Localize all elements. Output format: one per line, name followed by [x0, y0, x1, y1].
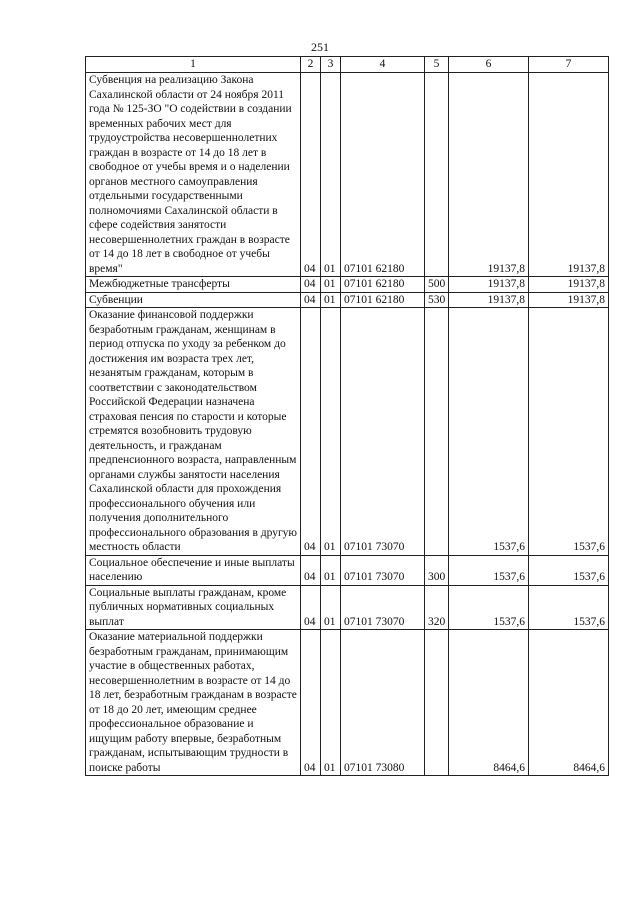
target-article-code: 07101 73070 — [341, 308, 425, 556]
header-col-1: 1 — [86, 57, 301, 73]
subsection-code: 01 — [321, 292, 341, 308]
table-row — [86, 277, 609, 293]
expense-type-code: 320 — [425, 585, 449, 630]
subsection-code: 01 — [321, 277, 341, 293]
expense-type-code — [425, 308, 449, 556]
expense-type-code: 300 — [425, 555, 449, 585]
amount-col-7: 19137,8 — [529, 277, 609, 293]
table-row — [86, 585, 609, 630]
row-name: Субвенции — [86, 292, 301, 308]
row-name: Социальные выплаты гражданам, кроме публичных нормативных социальных выплат — [86, 585, 301, 630]
target-article-code: 07101 73070 — [341, 555, 425, 585]
amount-col-6: 8464,6 — [449, 630, 529, 776]
amount-col-7: 1537,6 — [529, 308, 609, 556]
row-name: Субвенция на реализацию Закона Сахалинской области от 24 ноября 2011 года № 125-ЗО "О содействии в создании временных рабочих мест для трудоустройства несовершеннолетних граждан в возрасте от 14 до 18 лет в свободное от учебы время и о наделении органов местного самоуправления отдельными государственными полномочиями Сахалинской области в сфере содействия занятости несовершеннолетних граждан в возрасте от 14 до 18 лет в свободное от учебы время" — [86, 73, 301, 277]
page-number: 251 — [311, 40, 329, 54]
amount-col-6: 1537,6 — [449, 555, 529, 585]
header-col-3: 3 — [321, 57, 341, 73]
row-name: Оказание финансовой поддержки безработным гражданам, женщинам в период отпуска по уходу за ребенком до достижения им возраста трех лет, незанятым гражданам, которым в соответствии с законодательством Российской Федерации назначена страховая пенсия по старости и которые стремятся возобновить трудовую деятельность, и гражданам предпенсионного возраста, направленным органами службы занятости населения Сахалинской области для прохождения профессионального обучения или получения дополнительного профессионального образования в другую местность области — [86, 308, 301, 556]
table-row — [86, 292, 609, 308]
expense-type-code: 500 — [425, 277, 449, 293]
amount-col-6: 1537,6 — [449, 308, 529, 556]
expense-type-code: 530 — [425, 292, 449, 308]
table-row — [86, 308, 609, 556]
target-article-code: 07101 73070 — [341, 585, 425, 630]
subsection-code: 01 — [321, 73, 341, 277]
table-row — [86, 555, 609, 585]
header-col-7: 7 — [529, 57, 609, 73]
row-name: Оказание материальной поддержки безработным гражданам, принимающим участие в общественных работах, несовершеннолетним в возрасте от 14 до 18 лет, безработным гражданам в возрасте от 18 до 20 лет, имеющим среднее профессиональное образование и ищущим работу впервые, безработным гражданам, испытывающим трудности в поиске работы — [86, 630, 301, 776]
subsection-code: 01 — [321, 585, 341, 630]
amount-col-7: 19137,8 — [529, 292, 609, 308]
row-name: Межбюджетные трансферты — [86, 277, 301, 293]
header-col-4: 4 — [341, 57, 425, 73]
amount-col-7: 1537,6 — [529, 585, 609, 630]
table-row — [86, 73, 609, 277]
target-article-code: 07101 62180 — [341, 277, 425, 293]
budget-table — [85, 56, 609, 776]
target-article-code: 07101 73080 — [341, 630, 425, 776]
table-row — [86, 630, 609, 776]
section-code: 04 — [301, 308, 321, 556]
amount-col-6: 19137,8 — [449, 277, 529, 293]
amount-col-6: 19137,8 — [449, 73, 529, 277]
amount-col-6: 1537,6 — [449, 585, 529, 630]
target-article-code: 07101 62180 — [341, 73, 425, 277]
expense-type-code — [425, 73, 449, 277]
section-code: 04 — [301, 73, 321, 277]
section-code: 04 — [301, 630, 321, 776]
header-col-2: 2 — [301, 57, 321, 73]
subsection-code: 01 — [321, 630, 341, 776]
subsection-code: 01 — [321, 555, 341, 585]
header-row — [86, 57, 609, 73]
target-article-code: 07101 62180 — [341, 292, 425, 308]
subsection-code: 01 — [321, 308, 341, 556]
row-name: Социальное обеспечение и иные выплаты населению — [86, 555, 301, 585]
amount-col-6: 19137,8 — [449, 292, 529, 308]
header-col-6: 6 — [449, 57, 529, 73]
section-code: 04 — [301, 277, 321, 293]
section-code: 04 — [301, 585, 321, 630]
amount-col-7: 19137,8 — [529, 73, 609, 277]
header-col-5: 5 — [425, 57, 449, 73]
amount-col-7: 1537,6 — [529, 555, 609, 585]
amount-col-7: 8464,6 — [529, 630, 609, 776]
section-code: 04 — [301, 292, 321, 308]
section-code: 04 — [301, 555, 321, 585]
expense-type-code — [425, 630, 449, 776]
